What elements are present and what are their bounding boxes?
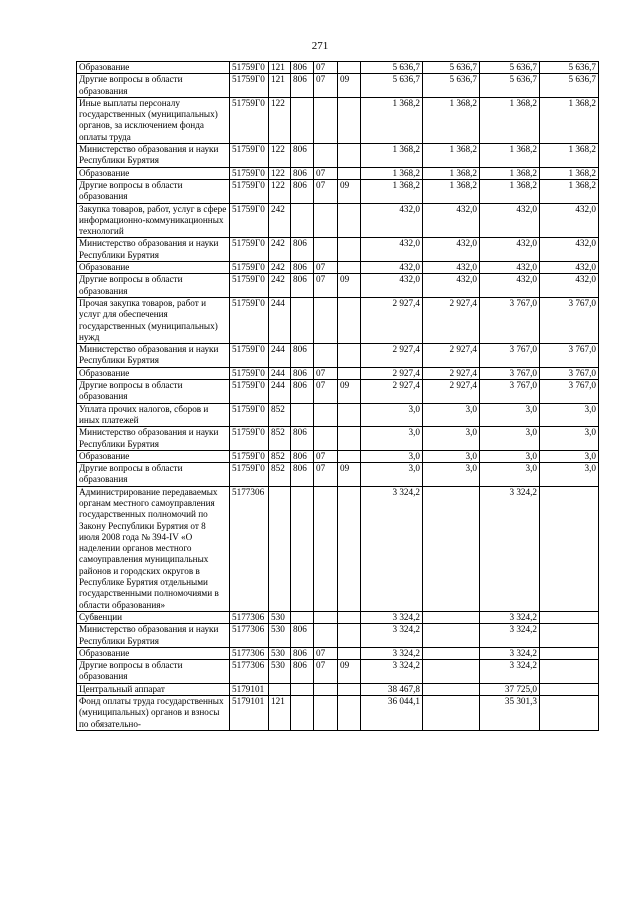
cell-amount-4 bbox=[540, 660, 599, 684]
cell-amount-4: 432,0 bbox=[540, 203, 599, 238]
cell-ministry-code: 806 bbox=[291, 427, 314, 451]
cell-ministry-code: 806 bbox=[291, 179, 314, 203]
cell-amount-3: 3 324,2 bbox=[480, 624, 540, 648]
cell-section bbox=[314, 344, 338, 368]
cell-ministry-code bbox=[291, 683, 314, 695]
cell-section: 07 bbox=[314, 262, 338, 274]
cell-target-article: 51759Г0 bbox=[230, 427, 269, 451]
cell-target-article: 5177306 bbox=[230, 486, 269, 611]
cell-amount-4 bbox=[540, 611, 599, 623]
table-row bbox=[77, 403, 599, 427]
cell-amount-1: 36 044,1 bbox=[361, 696, 423, 731]
cell-amount-2: 432,0 bbox=[423, 203, 480, 238]
cell-subsection bbox=[338, 167, 361, 179]
cell-name: Закупка товаров, работ, услуг в сфере информационно-коммуникационных технологий bbox=[77, 203, 230, 238]
cell-ministry-code: 806 bbox=[291, 274, 314, 298]
cell-name: Министерство образования и науки Республики Бурятия bbox=[77, 427, 230, 451]
cell-section bbox=[314, 683, 338, 695]
table-row bbox=[77, 647, 599, 659]
cell-subsection: 09 bbox=[338, 463, 361, 487]
cell-name: Центральный аппарат bbox=[77, 683, 230, 695]
cell-amount-3: 432,0 bbox=[480, 262, 540, 274]
cell-ministry-code: 806 bbox=[291, 62, 314, 74]
cell-name: Администрирование передаваемых органам местного самоуправления государственных полномочий по Закону Республики Бурятия от 8 июля 2008 года № 394-IV «О наделении органов местного самоуправления муниципальных районов и городских округов в Республике Бурятия отдельными государственными полномочиями в области образования» bbox=[77, 486, 230, 611]
cell-section: 07 bbox=[314, 274, 338, 298]
cell-subsection bbox=[338, 62, 361, 74]
cell-target-article: 51759Г0 bbox=[230, 203, 269, 238]
cell-subsection bbox=[338, 624, 361, 648]
cell-amount-3: 5 636,7 bbox=[480, 74, 540, 98]
cell-amount-4: 1 368,2 bbox=[540, 144, 599, 168]
table-body bbox=[77, 62, 599, 731]
cell-expense-type: 244 bbox=[269, 297, 291, 343]
cell-amount-4: 3 767,0 bbox=[540, 344, 599, 368]
cell-amount-4: 3,0 bbox=[540, 427, 599, 451]
cell-amount-2: 1 368,2 bbox=[423, 97, 480, 143]
cell-target-article: 51759Г0 bbox=[230, 238, 269, 262]
cell-amount-2 bbox=[423, 696, 480, 731]
table-row bbox=[77, 660, 599, 684]
cell-target-article: 51759Г0 bbox=[230, 74, 269, 98]
cell-amount-3: 1 368,2 bbox=[480, 97, 540, 143]
cell-subsection bbox=[338, 683, 361, 695]
cell-amount-3: 1 368,2 bbox=[480, 167, 540, 179]
cell-amount-2: 1 368,2 bbox=[423, 179, 480, 203]
cell-amount-1: 3 324,2 bbox=[361, 611, 423, 623]
cell-section: 07 bbox=[314, 179, 338, 203]
cell-ministry-code: 806 bbox=[291, 144, 314, 168]
cell-ministry-code: 806 bbox=[291, 647, 314, 659]
cell-expense-type: 121 bbox=[269, 696, 291, 731]
cell-amount-4: 432,0 bbox=[540, 274, 599, 298]
cell-name: Уплата прочих налогов, сборов и иных платежей bbox=[77, 403, 230, 427]
cell-amount-1: 3,0 bbox=[361, 427, 423, 451]
table-row bbox=[77, 97, 599, 143]
cell-amount-3: 432,0 bbox=[480, 238, 540, 262]
table-row bbox=[77, 274, 599, 298]
cell-subsection bbox=[338, 486, 361, 611]
cell-amount-4: 3,0 bbox=[540, 403, 599, 427]
cell-target-article: 51759Г0 bbox=[230, 344, 269, 368]
cell-expense-type: 530 bbox=[269, 624, 291, 648]
cell-target-article: 51759Г0 bbox=[230, 380, 269, 404]
cell-subsection bbox=[338, 403, 361, 427]
table-row bbox=[77, 486, 599, 611]
table-row bbox=[77, 297, 599, 343]
cell-subsection: 09 bbox=[338, 274, 361, 298]
cell-subsection bbox=[338, 262, 361, 274]
cell-amount-1: 5 636,7 bbox=[361, 62, 423, 74]
cell-amount-4: 5 636,7 bbox=[540, 74, 599, 98]
cell-section: 07 bbox=[314, 450, 338, 462]
cell-name: Другие вопросы в области образования bbox=[77, 74, 230, 98]
cell-ministry-code: 806 bbox=[291, 74, 314, 98]
cell-target-article: 51759Г0 bbox=[230, 262, 269, 274]
cell-target-article: 51759Г0 bbox=[230, 450, 269, 462]
cell-name: Другие вопросы в области образования bbox=[77, 380, 230, 404]
cell-name: Образование bbox=[77, 367, 230, 379]
cell-expense-type: 242 bbox=[269, 274, 291, 298]
cell-ministry-code: 806 bbox=[291, 380, 314, 404]
cell-amount-2 bbox=[423, 660, 480, 684]
cell-section bbox=[314, 144, 338, 168]
cell-ministry-code: 806 bbox=[291, 367, 314, 379]
cell-subsection bbox=[338, 144, 361, 168]
cell-subsection bbox=[338, 97, 361, 143]
cell-amount-3: 3,0 bbox=[480, 450, 540, 462]
cell-section: 07 bbox=[314, 660, 338, 684]
cell-ministry-code: 806 bbox=[291, 167, 314, 179]
cell-section: 07 bbox=[314, 74, 338, 98]
cell-section bbox=[314, 427, 338, 451]
cell-name: Министерство образования и науки Республики Бурятия bbox=[77, 144, 230, 168]
cell-subsection: 09 bbox=[338, 380, 361, 404]
cell-amount-2: 2 927,4 bbox=[423, 380, 480, 404]
cell-amount-2: 5 636,7 bbox=[423, 62, 480, 74]
cell-ministry-code: 806 bbox=[291, 238, 314, 262]
cell-target-article: 51759Г0 bbox=[230, 144, 269, 168]
cell-ministry-code bbox=[291, 203, 314, 238]
cell-amount-4: 3 767,0 bbox=[540, 367, 599, 379]
cell-amount-2 bbox=[423, 611, 480, 623]
cell-amount-4: 5 636,7 bbox=[540, 62, 599, 74]
cell-amount-1: 2 927,4 bbox=[361, 380, 423, 404]
cell-name: Прочая закупка товаров, работ и услуг для обеспечения государственных (муниципальных) нужд bbox=[77, 297, 230, 343]
cell-amount-4 bbox=[540, 486, 599, 611]
cell-target-article: 51759Г0 bbox=[230, 274, 269, 298]
cell-name: Фонд оплаты труда государственных (муниципальных) органов и взносы по обязательно- bbox=[77, 696, 230, 731]
cell-section: 07 bbox=[314, 367, 338, 379]
cell-amount-1: 1 368,2 bbox=[361, 167, 423, 179]
cell-expense-type: 121 bbox=[269, 62, 291, 74]
cell-expense-type: 122 bbox=[269, 97, 291, 143]
cell-amount-2: 3,0 bbox=[423, 463, 480, 487]
cell-amount-1: 5 636,7 bbox=[361, 74, 423, 98]
cell-amount-1: 3 324,2 bbox=[361, 660, 423, 684]
cell-amount-4 bbox=[540, 683, 599, 695]
cell-expense-type: 530 bbox=[269, 647, 291, 659]
cell-subsection bbox=[338, 367, 361, 379]
cell-amount-1: 3 324,2 bbox=[361, 647, 423, 659]
table-row bbox=[77, 380, 599, 404]
cell-subsection bbox=[338, 450, 361, 462]
cell-amount-2 bbox=[423, 683, 480, 695]
cell-amount-3: 3 767,0 bbox=[480, 380, 540, 404]
cell-section bbox=[314, 486, 338, 611]
cell-ministry-code: 806 bbox=[291, 624, 314, 648]
cell-amount-3: 432,0 bbox=[480, 203, 540, 238]
cell-ministry-code: 806 bbox=[291, 262, 314, 274]
table-row bbox=[77, 238, 599, 262]
cell-amount-3: 5 636,7 bbox=[480, 62, 540, 74]
cell-amount-1: 432,0 bbox=[361, 238, 423, 262]
cell-name: Министерство образования и науки Республики Бурятия bbox=[77, 344, 230, 368]
table-row bbox=[77, 611, 599, 623]
cell-amount-2: 432,0 bbox=[423, 262, 480, 274]
cell-name: Образование bbox=[77, 647, 230, 659]
cell-expense-type: 121 bbox=[269, 74, 291, 98]
table-row bbox=[77, 74, 599, 98]
cell-amount-2: 2 927,4 bbox=[423, 344, 480, 368]
cell-amount-3: 3 767,0 bbox=[480, 297, 540, 343]
cell-amount-2 bbox=[423, 624, 480, 648]
cell-amount-3: 3 767,0 bbox=[480, 344, 540, 368]
cell-amount-3: 37 725,0 bbox=[480, 683, 540, 695]
table-row bbox=[77, 179, 599, 203]
table-row bbox=[77, 144, 599, 168]
cell-expense-type: 242 bbox=[269, 262, 291, 274]
table-row bbox=[77, 624, 599, 648]
cell-section bbox=[314, 403, 338, 427]
cell-amount-3: 3,0 bbox=[480, 427, 540, 451]
cell-subsection: 09 bbox=[338, 660, 361, 684]
cell-expense-type bbox=[269, 683, 291, 695]
cell-amount-2: 3,0 bbox=[423, 427, 480, 451]
cell-amount-2: 432,0 bbox=[423, 238, 480, 262]
cell-amount-2: 1 368,2 bbox=[423, 144, 480, 168]
cell-target-article: 5179101 bbox=[230, 683, 269, 695]
cell-amount-2: 432,0 bbox=[423, 274, 480, 298]
cell-expense-type: 852 bbox=[269, 427, 291, 451]
cell-section: 07 bbox=[314, 380, 338, 404]
cell-ministry-code bbox=[291, 97, 314, 143]
cell-amount-1: 3,0 bbox=[361, 450, 423, 462]
cell-section bbox=[314, 203, 338, 238]
cell-amount-1: 38 467,8 bbox=[361, 683, 423, 695]
table-row bbox=[77, 344, 599, 368]
cell-amount-4 bbox=[540, 696, 599, 731]
cell-subsection bbox=[338, 611, 361, 623]
cell-section: 07 bbox=[314, 62, 338, 74]
cell-ministry-code: 806 bbox=[291, 450, 314, 462]
cell-amount-4: 432,0 bbox=[540, 262, 599, 274]
cell-section bbox=[314, 624, 338, 648]
cell-target-article: 51759Г0 bbox=[230, 463, 269, 487]
cell-ministry-code bbox=[291, 486, 314, 611]
cell-amount-2: 3,0 bbox=[423, 450, 480, 462]
cell-amount-1: 2 927,4 bbox=[361, 367, 423, 379]
cell-ministry-code bbox=[291, 403, 314, 427]
cell-expense-type: 530 bbox=[269, 660, 291, 684]
table-row bbox=[77, 463, 599, 487]
cell-target-article: 5177306 bbox=[230, 660, 269, 684]
cell-section bbox=[314, 97, 338, 143]
cell-target-article: 51759Г0 bbox=[230, 403, 269, 427]
cell-name: Образование bbox=[77, 450, 230, 462]
cell-amount-1: 2 927,4 bbox=[361, 297, 423, 343]
cell-name: Другие вопросы в области образования bbox=[77, 463, 230, 487]
cell-target-article: 51759Г0 bbox=[230, 297, 269, 343]
cell-amount-4: 3 767,0 bbox=[540, 380, 599, 404]
cell-amount-3: 3 324,2 bbox=[480, 660, 540, 684]
cell-amount-3: 3 324,2 bbox=[480, 611, 540, 623]
cell-amount-2 bbox=[423, 647, 480, 659]
cell-amount-3: 3 324,2 bbox=[480, 647, 540, 659]
cell-expense-type: 852 bbox=[269, 450, 291, 462]
cell-name: Министерство образования и науки Республики Бурятия bbox=[77, 238, 230, 262]
cell-amount-1: 432,0 bbox=[361, 274, 423, 298]
cell-amount-4: 1 368,2 bbox=[540, 167, 599, 179]
cell-subsection bbox=[338, 297, 361, 343]
cell-expense-type: 122 bbox=[269, 167, 291, 179]
cell-expense-type: 244 bbox=[269, 344, 291, 368]
cell-amount-3: 3,0 bbox=[480, 463, 540, 487]
cell-amount-1: 1 368,2 bbox=[361, 97, 423, 143]
cell-section: 07 bbox=[314, 167, 338, 179]
budget-table bbox=[76, 61, 599, 731]
cell-ministry-code: 806 bbox=[291, 344, 314, 368]
cell-target-article: 5179101 bbox=[230, 696, 269, 731]
cell-ministry-code bbox=[291, 696, 314, 731]
cell-subsection bbox=[338, 203, 361, 238]
cell-amount-3: 3 767,0 bbox=[480, 367, 540, 379]
cell-amount-3: 3,0 bbox=[480, 403, 540, 427]
cell-expense-type: 852 bbox=[269, 403, 291, 427]
cell-amount-4: 432,0 bbox=[540, 238, 599, 262]
cell-target-article: 51759Г0 bbox=[230, 97, 269, 143]
cell-subsection bbox=[338, 696, 361, 731]
cell-expense-type: 242 bbox=[269, 238, 291, 262]
cell-subsection bbox=[338, 344, 361, 368]
cell-ministry-code: 806 bbox=[291, 463, 314, 487]
cell-amount-3: 432,0 bbox=[480, 274, 540, 298]
cell-section bbox=[314, 611, 338, 623]
cell-name: Образование bbox=[77, 262, 230, 274]
cell-name: Образование bbox=[77, 62, 230, 74]
cell-name: Иные выплаты персоналу государственных (муниципальных) органов, за исключением фонда оплаты труда bbox=[77, 97, 230, 143]
cell-ministry-code bbox=[291, 297, 314, 343]
cell-subsection bbox=[338, 647, 361, 659]
table-row bbox=[77, 203, 599, 238]
cell-target-article: 51759Г0 bbox=[230, 179, 269, 203]
cell-expense-type: 244 bbox=[269, 380, 291, 404]
cell-amount-1: 2 927,4 bbox=[361, 344, 423, 368]
cell-amount-3: 35 301,3 bbox=[480, 696, 540, 731]
table-row bbox=[77, 450, 599, 462]
cell-amount-1: 3 324,2 bbox=[361, 624, 423, 648]
cell-amount-3: 1 368,2 bbox=[480, 144, 540, 168]
cell-amount-2 bbox=[423, 486, 480, 611]
cell-amount-1: 3 324,2 bbox=[361, 486, 423, 611]
cell-section bbox=[314, 297, 338, 343]
cell-name: Другие вопросы в области образования bbox=[77, 274, 230, 298]
cell-name: Образование bbox=[77, 167, 230, 179]
page-number: 271 bbox=[311, 40, 329, 52]
cell-amount-1: 432,0 bbox=[361, 203, 423, 238]
cell-amount-2: 1 368,2 bbox=[423, 167, 480, 179]
cell-amount-4 bbox=[540, 624, 599, 648]
cell-amount-1: 1 368,2 bbox=[361, 144, 423, 168]
cell-section bbox=[314, 238, 338, 262]
cell-ministry-code: 806 bbox=[291, 660, 314, 684]
cell-expense-type: 242 bbox=[269, 203, 291, 238]
cell-expense-type: 244 bbox=[269, 367, 291, 379]
table-row bbox=[77, 62, 599, 74]
cell-target-article: 51759Г0 bbox=[230, 367, 269, 379]
cell-subsection bbox=[338, 427, 361, 451]
cell-target-article: 51759Г0 bbox=[230, 167, 269, 179]
cell-section bbox=[314, 696, 338, 731]
cell-name: Другие вопросы в области образования bbox=[77, 660, 230, 684]
table-row bbox=[77, 427, 599, 451]
cell-amount-3: 3 324,2 bbox=[480, 486, 540, 611]
cell-amount-1: 432,0 bbox=[361, 262, 423, 274]
cell-amount-2: 2 927,4 bbox=[423, 297, 480, 343]
table-row bbox=[77, 696, 599, 731]
cell-target-article: 5177306 bbox=[230, 624, 269, 648]
cell-amount-4: 1 368,2 bbox=[540, 97, 599, 143]
cell-expense-type bbox=[269, 486, 291, 611]
cell-expense-type: 122 bbox=[269, 144, 291, 168]
table-row bbox=[77, 167, 599, 179]
cell-amount-2: 5 636,7 bbox=[423, 74, 480, 98]
cell-amount-4: 3,0 bbox=[540, 450, 599, 462]
cell-amount-1: 1 368,2 bbox=[361, 179, 423, 203]
cell-subsection: 09 bbox=[338, 179, 361, 203]
cell-name: Министерство образования и науки Республики Бурятия bbox=[77, 624, 230, 648]
cell-amount-4: 3 767,0 bbox=[540, 297, 599, 343]
table-row bbox=[77, 262, 599, 274]
cell-expense-type: 852 bbox=[269, 463, 291, 487]
cell-ministry-code bbox=[291, 611, 314, 623]
cell-amount-1: 3,0 bbox=[361, 403, 423, 427]
cell-subsection bbox=[338, 238, 361, 262]
cell-amount-4: 3,0 bbox=[540, 463, 599, 487]
cell-amount-2: 3,0 bbox=[423, 403, 480, 427]
cell-amount-2: 2 927,4 bbox=[423, 367, 480, 379]
cell-amount-4: 1 368,2 bbox=[540, 179, 599, 203]
cell-expense-type: 122 bbox=[269, 179, 291, 203]
table-row bbox=[77, 683, 599, 695]
cell-name: Другие вопросы в области образования bbox=[77, 179, 230, 203]
cell-expense-type: 530 bbox=[269, 611, 291, 623]
cell-amount-3: 1 368,2 bbox=[480, 179, 540, 203]
cell-subsection: 09 bbox=[338, 74, 361, 98]
cell-section: 07 bbox=[314, 647, 338, 659]
cell-name: Субвенции bbox=[77, 611, 230, 623]
cell-target-article: 5177306 bbox=[230, 647, 269, 659]
cell-amount-4 bbox=[540, 647, 599, 659]
cell-section: 07 bbox=[314, 463, 338, 487]
cell-target-article: 51759Г0 bbox=[230, 62, 269, 74]
cell-amount-1: 3,0 bbox=[361, 463, 423, 487]
table-row bbox=[77, 367, 599, 379]
cell-target-article: 5177306 bbox=[230, 611, 269, 623]
